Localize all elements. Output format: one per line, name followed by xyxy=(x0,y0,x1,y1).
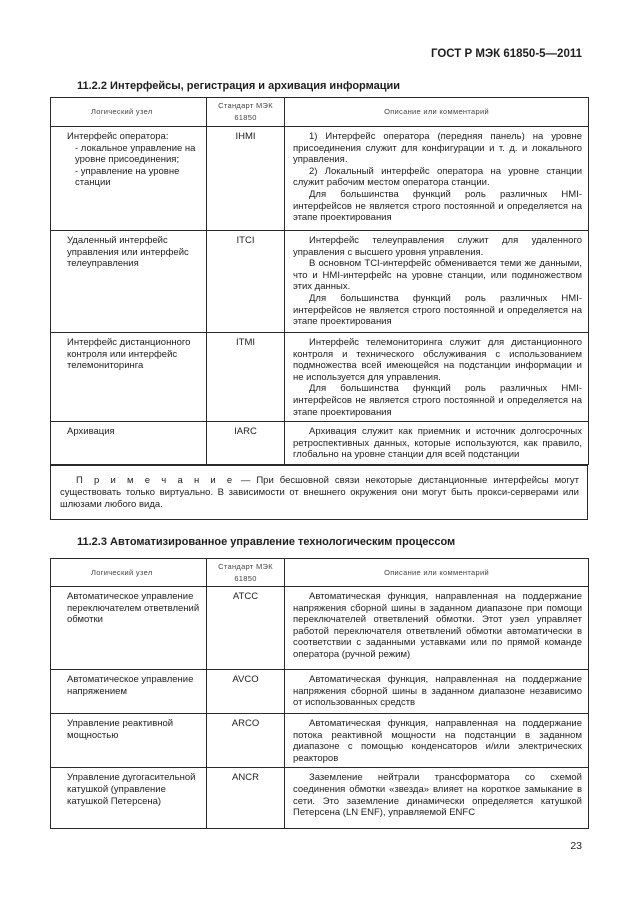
column-header-description: Описание или комментарий xyxy=(285,98,589,127)
column-header-node: Логический узел xyxy=(51,559,207,587)
table-row xyxy=(51,127,589,231)
description-cell: Интерфейс телеуправления служит для удаленного управления с высшего уровня управления. В основном TCI-интерфейс обменивается теми же данными, что и HMI-интерфейс на уровне станции, или подмножеством этих данных. Для большинства функций роль различных HMI-интерфейсов не является строго постоянной и определяется на этапе проектирования xyxy=(285,231,589,333)
code-cell: ANCR xyxy=(207,768,285,829)
section-title-automation: 11.2.3 Автоматизированное управление технологическим процессом xyxy=(77,536,456,548)
document-id: ГОСТ Р МЭК 61850-5—2011 xyxy=(430,48,582,60)
table-row xyxy=(51,768,589,829)
description-cell: Автоматическая функция, направленная на поддержание потока реактивной мощности на подстанции в заданном диапазоне с помощью конденсаторов и/или электрических реакторов xyxy=(285,714,589,768)
node-cell: Автоматическое управление напряжением xyxy=(51,670,207,714)
code-cell: AVCO xyxy=(207,670,285,714)
code-cell: ITCI xyxy=(207,231,285,333)
description-cell: Интерфейс телемониторинга служит для дистанционного контроля и технического обслуживания с использованием подмножества всей имеющейся на подстанции информации и не используется для управления. Для большинства функций роль различных HMI-интерфейсов не является строго постоянной и определяется на этапе проектирования xyxy=(285,333,589,422)
section-title-interfaces: 11.2.2 Интерфейсы, регистрация и архивация информации xyxy=(77,80,401,92)
table-row xyxy=(51,587,589,670)
page-number: 23 xyxy=(570,840,582,852)
code-cell: ITMI xyxy=(207,333,285,422)
column-header-standard: Стандарт МЭК 61850 xyxy=(207,559,285,587)
node-cell: Автоматическое управление переключателем ответвлений обмотки xyxy=(51,587,207,670)
description-cell: Автоматическая функция, направленная на поддержание напряжения сборной шины в заданном диапазоне независимо от использованных средств xyxy=(285,670,589,714)
table-header-row xyxy=(51,98,589,127)
table-row xyxy=(51,422,589,465)
code-cell: ARCO xyxy=(207,714,285,768)
node-cell: Интерфейс оператора: - локальное управление на уровне присоединения; - управление на уровне станции xyxy=(51,127,207,231)
node-cell: Управление реактивной мощностью xyxy=(51,714,207,768)
code-cell: IHMI xyxy=(207,127,285,231)
note-label: П р и м е ч а н и е xyxy=(76,475,235,486)
table-row xyxy=(51,333,589,422)
description-cell: Заземление нейтрали трансформатора со схемой соединения обмотки «звезда» влияет на короткое замыкание в сети. Это заземление динамически определяется катушкой Петерсена (LN ENF), управляемой ENFC xyxy=(285,768,589,829)
table-row xyxy=(51,714,589,768)
code-cell: ATCC xyxy=(207,587,285,670)
column-header-standard: Стандарт МЭК 61850 xyxy=(207,98,285,127)
automation-table xyxy=(50,558,589,829)
table-row xyxy=(51,670,589,714)
node-cell: Архивация xyxy=(51,422,207,465)
node-cell: Удаленный интерфейс управления или интерфейс телеуправления xyxy=(51,231,207,333)
description-cell: Архивация служит как приемник и источник долгосрочных ретроспективных данных, которые используются, как правило, глобально на уровне станции для всей подстанции xyxy=(285,422,589,465)
interfaces-table xyxy=(50,97,589,465)
table-row xyxy=(51,231,589,333)
table-header-row xyxy=(51,559,589,587)
node-cell: Интерфейс дистанционного контроля или интерфейс телемониторинга xyxy=(51,333,207,422)
description-cell: 1) Интерфейс оператора (передняя панель) на уровне присоединения служит для конфигурации и т. д. и локального управления. 2) Локальный интерфейс оператора на уровне станции служит рабочим местом оператора станции. Для большинства функций роль различных HMI-интерфейсов не является строго постоянной и определяется на этапе проектирования xyxy=(285,127,589,231)
column-header-node: Логический узел xyxy=(51,98,207,127)
column-header-description: Описание или комментарий xyxy=(285,559,589,587)
description-cell: Автоматическая функция, направленная на поддержание напряжения сборной шины в заданном диапазоне при помощи переключателей ответвлений обмотки. Этот узел управляет работой переключателя ответвлений обмотки автоматически в соответствии с заданными уставками или по прямой команде оператора (ручной режим) xyxy=(285,587,589,670)
table-note xyxy=(50,465,588,520)
code-cell: IARC xyxy=(207,422,285,465)
node-cell: Управление дугогасительной катушкой (управление катушкой Петерсена) xyxy=(51,768,207,829)
note-text: — При бесшовной связи некоторые дистанционные интерфейсы могут существовать только виртуально. В зависимости от внешнего окружения они могут быть прокси-серверами или шлюзами любого вида. xyxy=(60,475,579,510)
